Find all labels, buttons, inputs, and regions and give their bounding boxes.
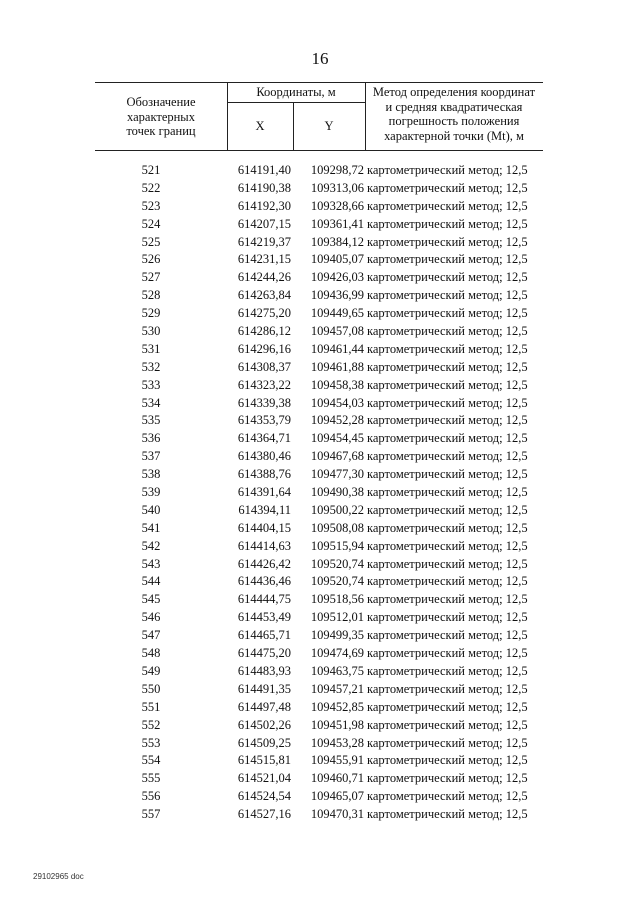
point-id: 553 [141, 735, 161, 750]
table-row [95, 556, 543, 574]
x-coordinate: 614502,26 [237, 717, 291, 732]
y-coordinate: 109460,71 [310, 771, 364, 786]
method-cell: картометрический метод; 12,5 [367, 180, 528, 195]
table-row [95, 448, 543, 466]
table-row [95, 395, 543, 413]
x-coordinate: 614515,81 [237, 753, 291, 768]
x-coordinate: 614192,30 [237, 198, 291, 213]
point-id: 529 [141, 306, 161, 321]
point-id: 528 [141, 288, 161, 303]
method-cell: картометрический метод; 12,5 [367, 538, 528, 553]
y-header: Y [324, 119, 334, 133]
method-cell: картометрический метод; 12,5 [367, 717, 528, 732]
method-cell: картометрический метод; 12,5 [367, 610, 528, 625]
x-coordinate: 614339,38 [237, 395, 291, 410]
point-id: 527 [141, 270, 161, 285]
method-cell: картометрический метод; 12,5 [367, 216, 528, 231]
point-id: 522 [141, 180, 161, 195]
table-row [95, 216, 543, 234]
method-cell: картометрический метод; 12,5 [367, 341, 528, 356]
table-row [95, 341, 543, 359]
table-row [95, 198, 543, 216]
x-coordinate: 614524,54 [237, 789, 291, 804]
point-id: 542 [141, 538, 161, 553]
method-cell: картометрический метод; 12,5 [367, 574, 528, 589]
method-cell: картометрический метод; 12,5 [367, 628, 528, 643]
point-id: 531 [141, 341, 161, 356]
x-coordinate: 614231,15 [237, 252, 291, 267]
point-id: 552 [141, 717, 161, 732]
table-row [95, 538, 543, 556]
x-coordinate: 614436,46 [237, 574, 291, 589]
table-row [95, 305, 543, 323]
y-coordinate: 109405,07 [310, 252, 364, 267]
x-coordinate: 614190,38 [237, 180, 291, 195]
table-row [95, 752, 543, 770]
table-row [95, 502, 543, 520]
y-coordinate: 109461,88 [310, 359, 364, 374]
x-coordinate: 614391,64 [237, 485, 291, 500]
method-cell: картометрический метод; 12,5 [367, 681, 528, 696]
point-id: 530 [141, 324, 161, 339]
y-coordinate: 109518,56 [310, 592, 364, 607]
method-cell: картометрический метод; 12,5 [367, 413, 528, 428]
x-coordinate: 614353,79 [237, 413, 291, 428]
y-coordinate: 109461,44 [310, 341, 364, 356]
point-id: 544 [141, 574, 161, 589]
point-id: 533 [141, 377, 161, 392]
y-coordinate: 109474,69 [310, 646, 364, 661]
method-cell: картометрический метод; 12,5 [367, 771, 528, 786]
point-id: 536 [141, 431, 161, 446]
method-cell: картометрический метод; 12,5 [367, 663, 528, 678]
method-header: Метод определения координат и средняя квадратическая погрешность положения характерной точки (Mt), м [372, 85, 536, 143]
x-coordinate: 614275,20 [237, 306, 291, 321]
method-cell: картометрический метод; 12,5 [367, 198, 528, 213]
x-coordinate: 614286,12 [237, 324, 291, 339]
x-coordinate: 614207,15 [237, 216, 291, 231]
table-row [95, 269, 543, 287]
table-row [95, 359, 543, 377]
y-coordinate: 109457,21 [310, 681, 364, 696]
x-coordinate: 614453,49 [237, 610, 291, 625]
x-coordinate: 614380,46 [237, 449, 291, 464]
x-coordinate: 614509,25 [237, 735, 291, 750]
table-row [95, 180, 543, 198]
point-id: 550 [141, 681, 161, 696]
x-coordinate: 614521,04 [237, 771, 291, 786]
y-coordinate: 109298,72 [310, 163, 364, 177]
point-id: 523 [141, 198, 161, 213]
x-coordinate: 614491,35 [237, 681, 291, 696]
y-coordinate: 109453,28 [310, 735, 364, 750]
x-coordinate: 614414,63 [237, 538, 291, 553]
method-cell: картометрический метод; 12,5 [367, 306, 528, 321]
x-coordinate: 614364,71 [237, 431, 291, 446]
y-coordinate: 109500,22 [310, 502, 364, 517]
point-id: 541 [141, 520, 161, 535]
x-coordinate: 614475,20 [237, 646, 291, 661]
x-coordinate: 614483,93 [237, 663, 291, 678]
page-number: 16 [311, 49, 329, 68]
x-coordinate: 614219,37 [237, 234, 291, 249]
coordinates-underline [227, 102, 365, 103]
method-cell: картометрический метод; 12,5 [367, 163, 528, 177]
table-row [95, 609, 543, 627]
y-coordinate: 109426,03 [310, 270, 364, 285]
y-coordinate: 109454,45 [310, 431, 364, 446]
point-id: 532 [141, 359, 161, 374]
point-id: 540 [141, 502, 161, 517]
x-coordinate: 614497,48 [237, 699, 291, 714]
y-coordinate: 109465,07 [310, 789, 364, 804]
y-coordinate: 109463,75 [310, 663, 364, 678]
method-cell: картометрический метод; 12,5 [367, 234, 528, 249]
point-id: 525 [141, 234, 161, 249]
y-coordinate: 109451,98 [310, 717, 364, 732]
y-coordinate: 109512,01 [310, 610, 364, 625]
y-coordinate: 109436,99 [310, 288, 364, 303]
point-id: 554 [141, 753, 161, 768]
table-row [95, 377, 543, 395]
y-coordinate: 109452,28 [310, 413, 364, 428]
x-coordinate: 614388,76 [237, 467, 291, 482]
point-id: 524 [141, 216, 161, 231]
method-cell: картометрический метод; 12,5 [367, 735, 528, 750]
x-coordinate: 614323,22 [237, 377, 291, 392]
table-body [95, 162, 543, 824]
y-coordinate: 109361,41 [310, 216, 364, 231]
method-cell: картометрический метод; 12,5 [367, 485, 528, 500]
method-cell: картометрический метод; 12,5 [367, 592, 528, 607]
table-row [95, 806, 543, 824]
y-coordinate: 109455,91 [310, 753, 364, 768]
y-coordinate: 109508,08 [310, 520, 364, 535]
point-id: 547 [141, 628, 161, 643]
table-row [95, 287, 543, 305]
method-cell: картометрический метод; 12,5 [367, 467, 528, 482]
point-id: 555 [141, 771, 161, 786]
point-id: 539 [141, 485, 161, 500]
method-cell: картометрический метод; 12,5 [367, 789, 528, 804]
y-coordinate: 109458,38 [310, 377, 364, 392]
table-row [95, 788, 543, 806]
table-row [95, 466, 543, 484]
table-row [95, 591, 543, 609]
table-row [95, 681, 543, 699]
x-coordinate: 614244,26 [237, 270, 291, 285]
header-bottom-border [95, 150, 543, 151]
point-id: 538 [141, 467, 161, 482]
y-coordinate: 109490,38 [310, 485, 364, 500]
table-row [95, 699, 543, 717]
table-row [95, 717, 543, 735]
method-cell: картометрический метод; 12,5 [367, 270, 528, 285]
x-coordinate: 614308,37 [237, 359, 291, 374]
point-id: 556 [141, 789, 161, 804]
method-cell: картометрический метод; 12,5 [367, 395, 528, 410]
table-row [95, 735, 543, 753]
point-id: 545 [141, 592, 161, 607]
method-cell: картометрический метод; 12,5 [367, 324, 528, 339]
method-cell: картометрический метод; 12,5 [367, 520, 528, 535]
point-id: 534 [141, 395, 161, 410]
method-cell: картометрический метод; 12,5 [367, 359, 528, 374]
y-coordinate: 109499,35 [310, 628, 364, 643]
table-row [95, 627, 543, 645]
table-row [95, 162, 543, 180]
header-top-border [95, 82, 543, 83]
point-id: 526 [141, 252, 161, 267]
method-cell: картометрический метод; 12,5 [367, 252, 528, 267]
point-id: 557 [141, 807, 161, 822]
table-row [95, 234, 543, 252]
table-row [95, 520, 543, 538]
table-row [95, 412, 543, 430]
method-cell: картометрический метод; 12,5 [367, 556, 528, 571]
method-cell: картометрический метод; 12,5 [367, 449, 528, 464]
designation-header: Обозначение характерных точек границ [126, 95, 196, 138]
document-footer: 29102965 doc [33, 872, 84, 881]
method-cell: картометрический метод; 12,5 [367, 377, 528, 392]
coordinates-header: Координаты, м [256, 85, 336, 99]
x-coordinate: 614404,15 [237, 520, 291, 535]
point-id: 546 [141, 610, 161, 625]
x-coordinate: 614426,42 [237, 556, 291, 571]
method-cell: картометрический метод; 12,5 [367, 431, 528, 446]
method-cell: картометрический метод; 12,5 [367, 753, 528, 768]
table-row [95, 663, 543, 681]
x-coordinate: 614527,16 [237, 807, 291, 822]
y-coordinate: 109467,68 [310, 449, 364, 464]
y-coordinate: 109328,66 [310, 198, 364, 213]
y-coordinate: 109449,65 [310, 306, 364, 321]
table-header [95, 82, 543, 150]
table-row [95, 645, 543, 663]
table-row [95, 770, 543, 788]
x-coordinate: 614296,16 [237, 341, 291, 356]
y-coordinate: 109520,74 [310, 574, 364, 589]
x-coordinate: 614191,40 [237, 163, 291, 177]
table-row [95, 251, 543, 269]
method-cell: картометрический метод; 12,5 [367, 646, 528, 661]
method-cell: картометрический метод; 12,5 [367, 807, 528, 822]
point-id: 537 [141, 449, 161, 464]
y-coordinate: 109477,30 [310, 467, 364, 482]
y-coordinate: 109515,94 [310, 538, 364, 553]
point-id: 543 [141, 556, 161, 571]
table-row [95, 430, 543, 448]
y-coordinate: 109452,85 [310, 699, 364, 714]
x-coordinate: 614263,84 [237, 288, 291, 303]
y-coordinate: 109384,12 [310, 234, 364, 249]
x-coordinate: 614394,11 [238, 502, 291, 517]
y-coordinate: 109454,03 [310, 395, 364, 410]
y-coordinate: 109457,08 [310, 324, 364, 339]
point-id: 551 [141, 699, 161, 714]
y-coordinate: 109313,06 [310, 180, 364, 195]
table-row [95, 573, 543, 591]
table-row [95, 323, 543, 341]
point-id: 535 [141, 413, 161, 428]
method-cell: картометрический метод; 12,5 [367, 699, 528, 714]
point-id: 521 [141, 163, 161, 177]
point-id: 548 [141, 646, 161, 661]
y-coordinate: 109520,74 [310, 556, 364, 571]
x-coordinate: 614444,75 [237, 592, 291, 607]
point-id: 549 [141, 663, 161, 678]
x-coordinate: 614465,71 [237, 628, 291, 643]
method-cell: картометрический метод; 12,5 [367, 502, 528, 517]
x-header: X [255, 119, 265, 133]
method-cell: картометрический метод; 12,5 [367, 288, 528, 303]
y-coordinate: 109470,31 [310, 807, 364, 822]
table-row [95, 484, 543, 502]
